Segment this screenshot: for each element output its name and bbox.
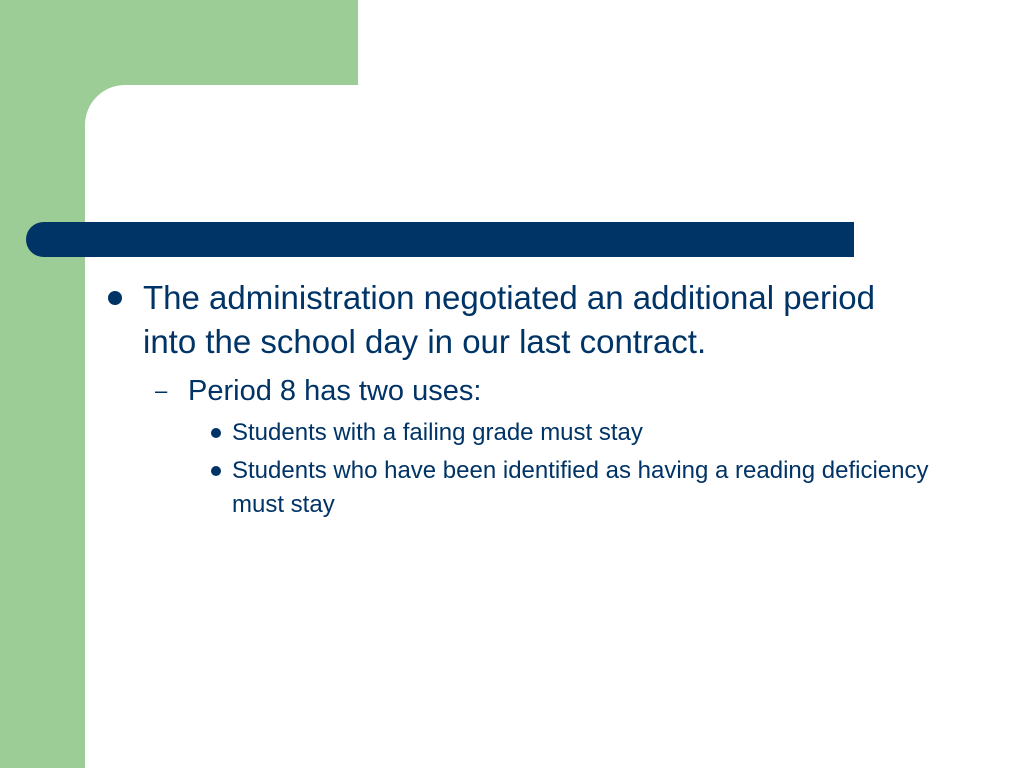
bullet-text: Students with a failing grade must stay [232,419,643,446]
bullet-dot-icon [211,428,221,438]
bullet-level-2 [105,372,935,410]
bullet-dot-icon [211,466,221,476]
bullet-text: Students who have been identified as having a reading deficiency must stay [232,457,929,518]
title-bar [26,222,854,257]
bullet-text: Period 8 has two uses: [188,375,482,407]
bullet-level-3 [105,416,935,450]
bullet-dot-icon [108,291,122,305]
dash-icon: – [155,378,168,403]
slide-body [105,276,935,522]
bullet-level-1 [105,276,935,364]
bullet-level-3 [105,454,935,522]
bullet-text: The administration negotiated an additional period into the school day in our last contract. [143,279,875,360]
